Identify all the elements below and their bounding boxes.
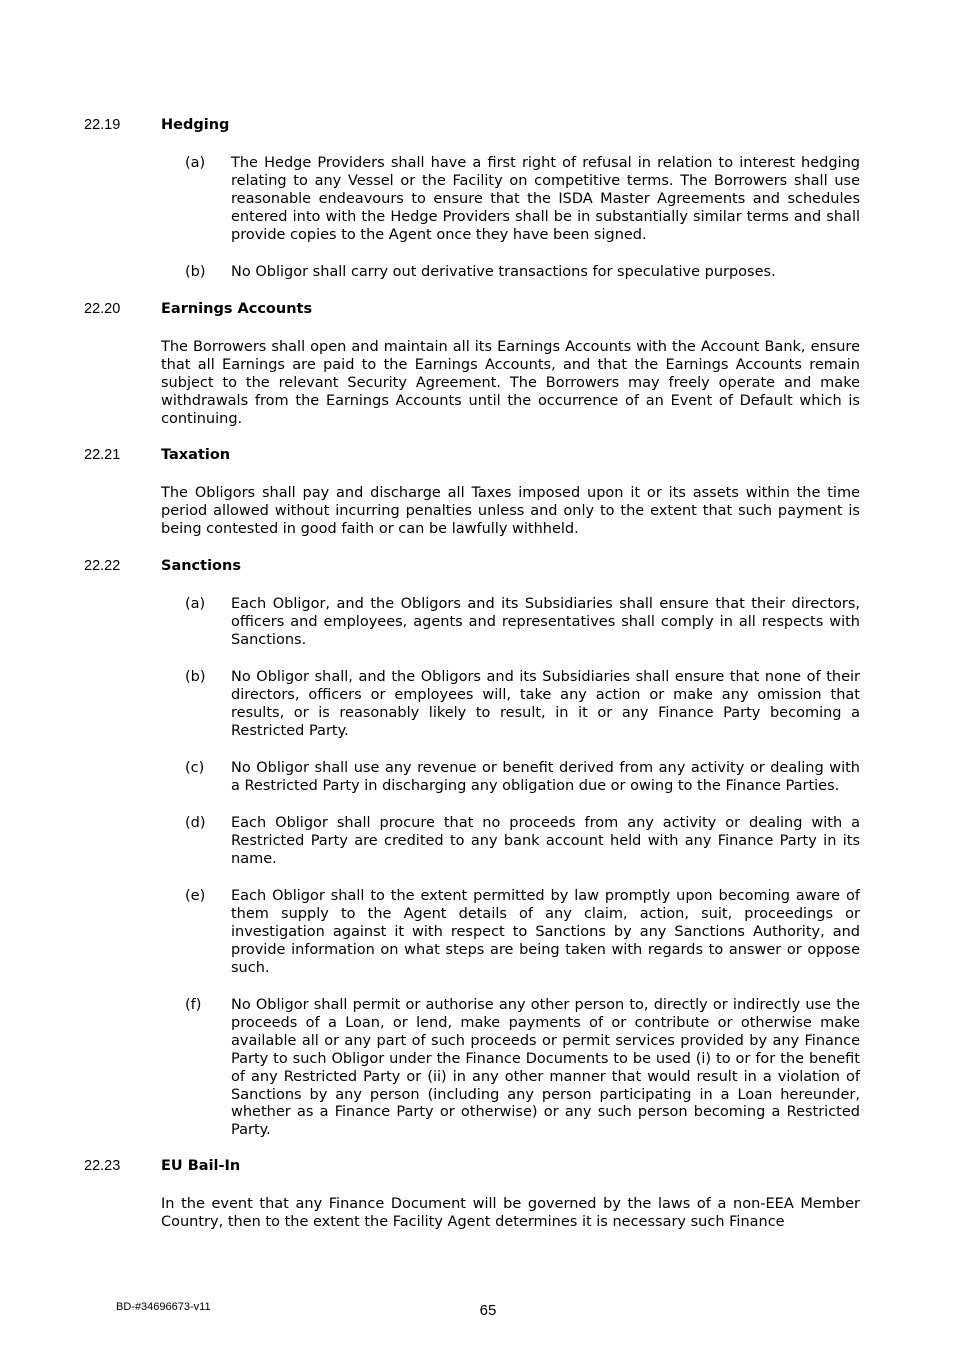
section-title: Earnings Accounts (161, 301, 313, 317)
section-number: 22.22 (84, 558, 121, 574)
section-number: 22.20 (84, 301, 121, 317)
item-text: No Obligor shall use any revenue or benefit derived from any activity or dealing with a Restricted Party in discharging any obligation due or owing to the Finance Parties. (231, 760, 860, 794)
item-label: (b) (185, 669, 206, 685)
section-number: 22.21 (84, 447, 121, 463)
item-text: No Obligor shall permit or authorise any other person to, directly or indirectly use the proceeds of a Loan, or lend, make payments of or contribute or otherwise make available all or any part of such proceeds or permit services provided by any Finance Party to such Obligor under the Finance Documents to be used (i) to or for the benefit of any Restricted Party or (ii) in any other manner that would result in a violation of Sanctions by any person (including any person participating in a Loan hereunder, whether as a Finance Party or otherwise) or any such person becoming a Restricted Party. (231, 997, 860, 1139)
item-label: (c) (185, 760, 205, 776)
item-label: (a) (185, 155, 206, 171)
section-title: Hedging (161, 117, 230, 133)
item-label: (d) (185, 815, 206, 831)
section-number: 22.23 (84, 1158, 121, 1174)
section-title: Taxation (161, 447, 231, 463)
section-paragraph: The Borrowers shall open and maintain all its Earnings Accounts with the Account Bank, ensure that all Earnings are paid to the Earnings Accounts, and that the Earnings Accounts remain subject to the relevant Security Agreement. The Borrowers may freely operate and make withdrawals from the Earnings Accounts until the occurrence of an Event of Default which is continuing. (161, 339, 860, 427)
section-paragraph: The Obligors shall pay and discharge all Taxes imposed upon it or its assets within the time period allowed without incurring penalties unless and only to the extent that such payment is being contested in good faith or can be lawfully withheld. (161, 485, 860, 537)
item-label: (e) (185, 888, 206, 904)
item-text: Each Obligor, and the Obligors and its Subsidiaries shall ensure that their directors, officers and employees, agents and representatives shall comply in all respects with Sanctions. (231, 596, 860, 648)
item-text: No Obligor shall carry out derivative transactions for speculative purposes. (231, 264, 776, 280)
section-number: 22.19 (84, 117, 121, 133)
item-text: No Obligor shall, and the Obligors and its Subsidiaries shall ensure that none of their directors, officers or employees will, take any action or make any omission that results, or is reasonably likely to result, in it or any Finance Party becoming a Restricted Party. (231, 669, 860, 739)
page-number: 65 (479, 1302, 497, 1319)
item-label: (a) (185, 596, 206, 612)
section-paragraph: In the event that any Finance Document will be governed by the laws of a non-EEA Member Country, then to the extent the Facility Agent determines it is necessary such Finance (161, 1196, 860, 1230)
item-text: Each Obligor shall procure that no proceeds from any activity or dealing with a Restricted Party are credited to any bank account held with any Finance Party in its name. (231, 815, 860, 867)
document-reference: BD-#34696673-v11 (116, 1301, 211, 1313)
section-title: EU Bail-In (161, 1158, 241, 1174)
item-label: (b) (185, 264, 206, 280)
item-text: Each Obligor shall to the extent permitted by law promptly upon becoming aware of them supply to the Agent details of any claim, action, suit, proceedings or investigation against it with respect to Sanctions by any Sanctions Authority, and provide information on what steps are being taken with regards to answer or oppose such. (231, 888, 860, 976)
item-label: (f) (185, 997, 202, 1013)
section-title: Sanctions (161, 558, 241, 574)
item-text: The Hedge Providers shall have a first right of refusal in relation to interest hedging relating to any Vessel or the Facility on competitive terms. The Borrowers shall use reasonable endeavours to ensure that the ISDA Master Agreements and schedules entered into with the Hedge Providers shall be in substantially similar terms and shall provide copies to the Agent once they have been signed. (231, 155, 860, 243)
